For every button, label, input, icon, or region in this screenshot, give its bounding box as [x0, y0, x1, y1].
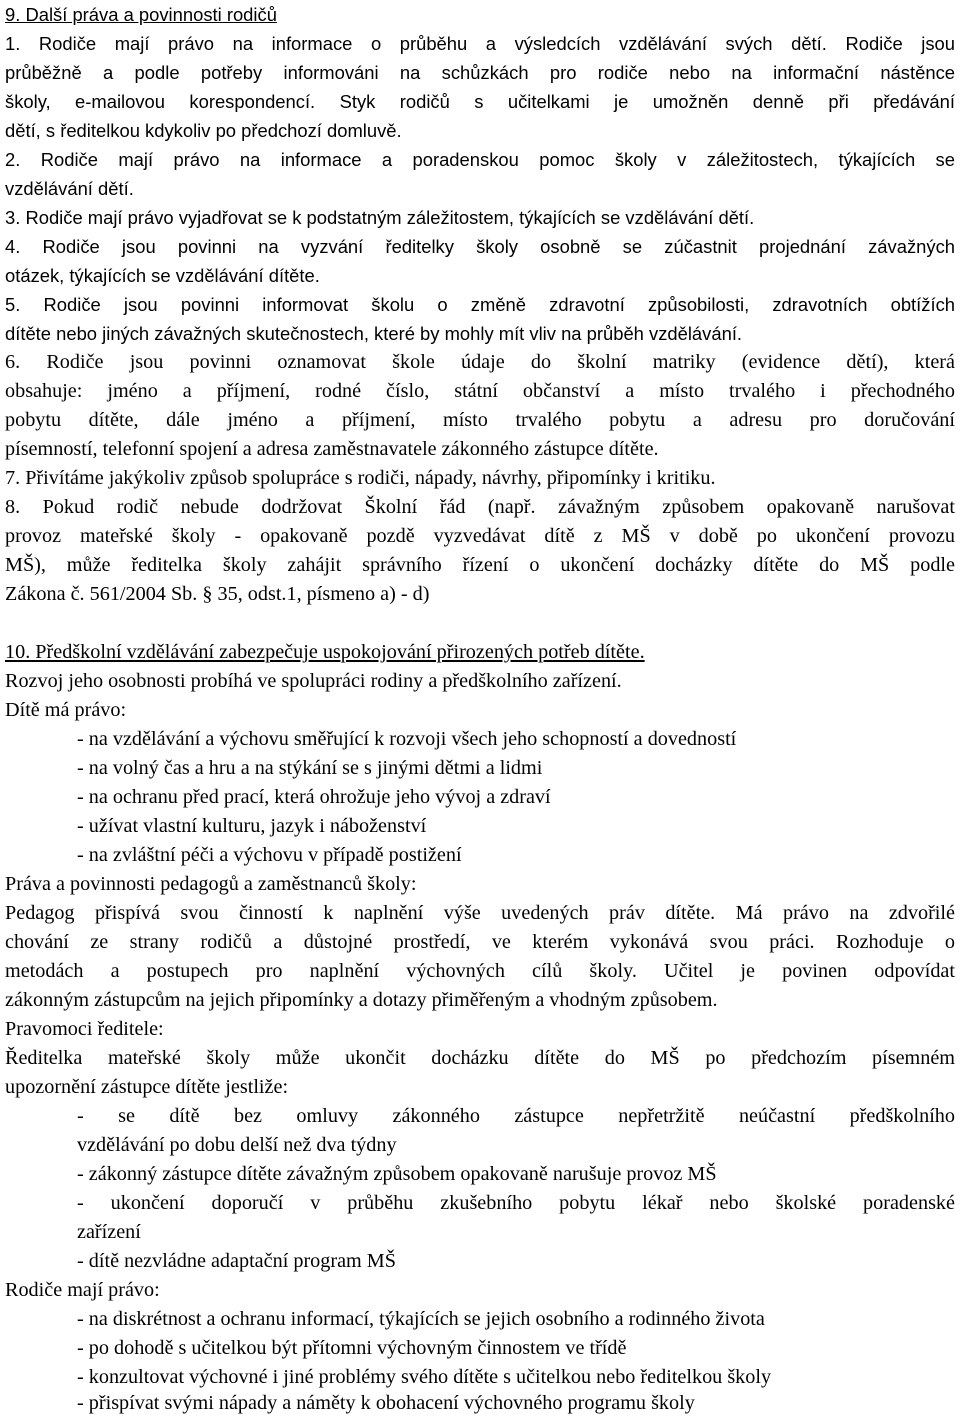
staff-text-line-4: zákonným zástupcům na jejich připomínky a dotazy přiměřeným a vhodným způsobem.: [5, 989, 718, 1011]
paragraph-1-line-1: 1. Rodiče mají právo na informace o průběhu a výsledcích vzdělávání svých dětí. Rodiče jsou: [5, 33, 955, 54]
parents-rights-heading: Rodiče mají právo:: [5, 1279, 160, 1301]
paragraph-8-line-2: provoz mateřské školy - opakovaně pozdě vyzvedávat dítě z MŠ v době po ukončení provozu: [5, 525, 955, 547]
child-rights-item: - na zvláštní péči a výchovu v případě postižení: [77, 844, 462, 866]
paragraph-8-line-3: MŠ), může ředitelka školy zahájit správního řízení o ukončení docházky dítěte do MŠ podle: [5, 554, 955, 576]
child-rights-heading: Dítě má právo:: [5, 699, 127, 721]
section-9-heading: 9. Další práva a povinnosti rodičů: [5, 4, 277, 25]
director-item: - ukončení doporučí v průběhu zkušebního pobytu lékař nebo školské poradenské: [77, 1192, 955, 1214]
director-item: vzdělávání po dobu delší než dva týdny: [77, 1134, 397, 1156]
paragraph-8-line-4: Zákona č. 561/2004 Sb. § 35, odst.1, písmeno a) - d): [5, 583, 430, 605]
director-powers-heading: Pravomoci ředitele:: [5, 1018, 164, 1040]
paragraph-6-line-2: obsahuje: jméno a příjmení, rodné číslo, státní občanství a místo trvalého i přechodného: [5, 380, 955, 402]
child-rights-item: - na volný čas a hru a na stýkání se s jinými dětmi a lidmi: [77, 757, 543, 779]
paragraph-3: 3. Rodiče mají právo vyjadřovat se k podstatným záležitostem, týkajících se vzdělávání dětí.: [5, 207, 755, 228]
parents-rights-item: - na diskrétnost a ochranu informací, týkajících se jejich osobního a rodinného života: [77, 1308, 765, 1330]
rozvoj-text: Rozvoj jeho osobnosti probíhá ve spolupráci rodiny a předškolního zařízení.: [5, 670, 622, 692]
director-item: - se dítě bez omluvy zákonného zástupce nepřetržitě neúčastní předškolního: [77, 1105, 955, 1127]
director-item: - dítě nezvládne adaptační program MŠ: [77, 1250, 396, 1272]
paragraph-4-line-2: otázek, týkajících se vzdělávání dítěte.: [5, 265, 320, 286]
section-10-heading: 10. Předškolní vzdělávání zabezpečuje uspokojování přirozených potřeb dítěte.: [5, 641, 645, 663]
director-text-line-1: Ředitelka mateřské školy může ukončit docházku dítěte do MŠ po předchozím písemném: [5, 1047, 955, 1069]
paragraph-1-line-3: školy, e-mailovou korespondencí. Styk rodičů s učitelkami je umožněn denně při předávání: [5, 91, 955, 112]
child-rights-item: - na vzdělávání a výchovu směřující k rozvoji všech jeho schopností a dovedností: [77, 728, 737, 750]
parents-rights-item: - po dohodě s učitelkou být přítomni výchovným činnostem ve třídě: [77, 1337, 627, 1359]
staff-rights-heading: Práva a povinnosti pedagogů a zaměstnanců školy:: [5, 873, 417, 895]
paragraph-2-line-2: vzdělávání dětí.: [5, 178, 134, 199]
paragraph-1-line-2: průběžně a podle potřeby informováni na schůzkách pro rodiče nebo na informační nástěnce: [5, 62, 955, 83]
director-text-line-2: upozornění zástupce dítěte jestliže:: [5, 1076, 289, 1098]
paragraph-4-line-1: 4. Rodiče jsou povinni na vyzvání ředitelky školy osobně se zúčastnit projednání závažných: [5, 236, 955, 257]
paragraph-1-line-4: dětí, s ředitelkou kdykoliv po předchozí domluvě.: [5, 120, 402, 141]
paragraph-8-line-1: 8. Pokud rodič nebude dodržovat Školní řád (např. závažným způsobem opakovaně narušovat: [5, 496, 955, 518]
staff-text-line-1: Pedagog přispívá svou činností k naplnění výše uvedených práv dítěte. Má právo na zdvořilé: [5, 902, 955, 924]
director-item: - zákonný zástupce dítěte závažným způsobem opakovaně narušuje provoz MŠ: [77, 1163, 717, 1185]
parents-rights-item: - přispívat svými nápady a náměty k obohacení výchovného programu školy: [77, 1392, 695, 1414]
parents-rights-item: - konzultovat výchovné i jiné problémy svého dítěte s učitelkou nebo ředitelkou školy: [77, 1366, 772, 1388]
paragraph-5-line-1: 5. Rodiče jsou povinni informovat školu o změně zdravotní způsobilosti, zdravotních obtížích: [5, 294, 955, 315]
paragraph-6-line-3: pobytu dítěte, dále jméno a příjmení, místo trvalého pobytu a adresu pro doručování: [5, 409, 955, 431]
director-item: zařízení: [77, 1221, 141, 1243]
paragraph-6-line-1: 6. Rodiče jsou povinni oznamovat škole údaje do školní matriky (evidence dětí), která: [5, 351, 955, 373]
child-rights-item: - užívat vlastní kulturu, jazyk i náboženství: [77, 815, 427, 837]
staff-text-line-2: chování ze strany rodičů a důstojné prostředí, ve kterém vykonává svou práci. Rozhoduje o: [5, 931, 955, 953]
child-rights-item: - na ochranu před prací, která ohrožuje jeho vývoj a zdraví: [77, 786, 551, 808]
paragraph-6-line-4: písemností, telefonní spojení a adresa zaměstnavatele zákonného zástupce dítěte.: [5, 438, 659, 460]
paragraph-7: 7. Přivítáme jakýkoliv způsob spolupráce s rodiči, nápady, návrhy, připomínky i kritiku.: [5, 467, 716, 489]
paragraph-5-line-2: dítěte nebo jiných závažných skutečnostech, které by mohly mít vliv na průběh vzdělávání.: [5, 323, 743, 344]
staff-text-line-3: metodách a postupech pro naplnění výchovných cílů školy. Učitel je povinen odpovídat: [5, 960, 955, 982]
paragraph-2-line-1: 2. Rodiče mají právo na informace a poradenskou pomoc školy v záležitostech, týkajících se: [5, 149, 955, 170]
